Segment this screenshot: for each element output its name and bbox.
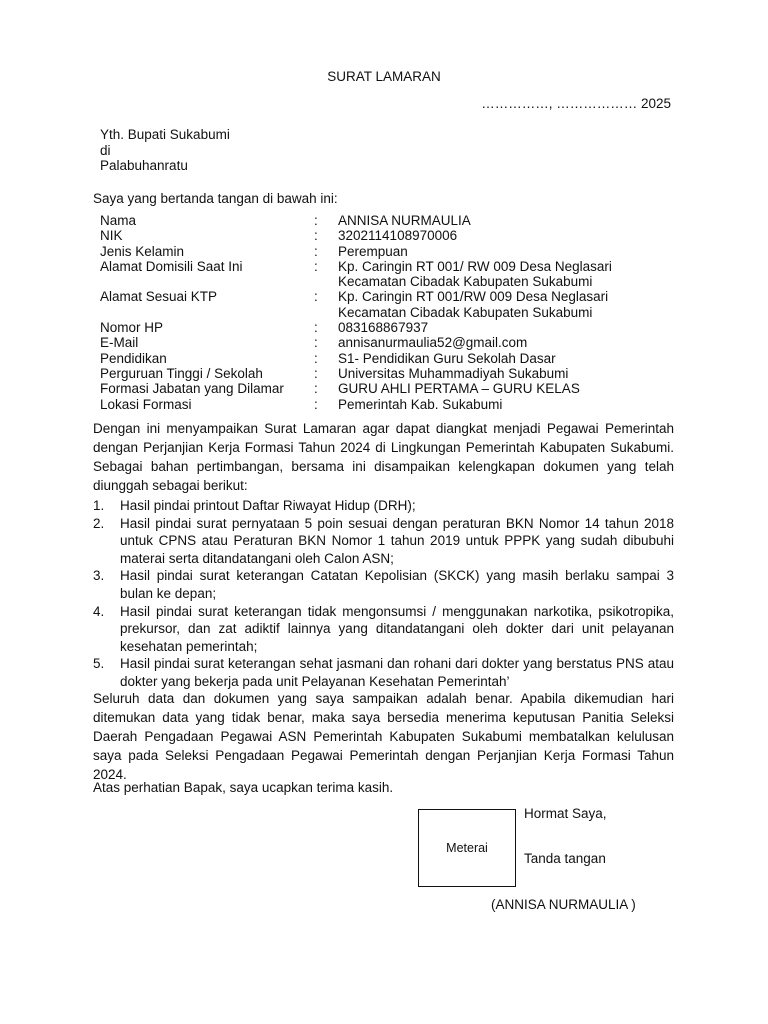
identity-colon: : (314, 335, 318, 351)
identity-value-line: Kecamatan Cibadak Kabupaten Sukabumi (338, 274, 593, 290)
identity-value (338, 213, 700, 228)
identity-colon: : (314, 365, 318, 381)
list-item-text: Hasil pindai printout Daftar Riwayat Hidup (DRH); (120, 498, 416, 513)
identity-value (338, 244, 700, 259)
identity-label: Alamat Domisili Saat Ini (100, 258, 243, 274)
list-item-text: Hasil pindai surat keterangan sehat jasmani dan rohani dari dokter yang berstatus PNS atau dokter yang bekerja pada unit Pelayanan Kesehatan Pemerintah’ (120, 656, 674, 689)
opening-paragraph: Dengan ini menyampaikan Surat Lamaran agar dapat diangkat menjadi Pegawai Pemerintah dengan Perjanjian Kerja Formasi Tahun 2024 di Lingkungan Pemerintah Kabupaten Sukabumi. Sebagai bahan pertimbangan, bersama ini disampaikan kelengkapan dokumen yang telah diunggah sebagai berikut: (93, 421, 674, 493)
identity-colon: : (314, 320, 318, 336)
identity-colon: : (314, 228, 318, 244)
identity-row (100, 351, 700, 366)
signer-name: (ANNISA NURMAULIA ) (491, 897, 636, 912)
identity-value (338, 320, 700, 335)
list-item (93, 515, 674, 568)
list-item-number: 5. (93, 656, 105, 672)
identity-colon: : (314, 258, 318, 274)
identity-value-line: Pemerintah Kab. Sukabumi (338, 396, 503, 412)
identity-row (100, 244, 700, 259)
identity-label: Nomor HP (100, 320, 164, 336)
identity-value (338, 259, 700, 290)
letter-title: SURAT LAMARAN (327, 69, 441, 84)
identity-value-line: Universitas Muhammadiyah Sukabumi (338, 365, 569, 381)
identity-label: Nama (100, 213, 137, 228)
statement-paragraph: Seluruh data dan dokumen yang saya sampaikan adalah benar. Apabila dikemudian hari ditemukan data yang tidak benar, maka saya bersedia menerima keputusan Panitia Seleksi Daerah Pengadaan Pegawai ASN Pemerintah Kabupaten Sukabumi membatalkan kelulusan saya pada Seleksi Pengadaan Pegawai Pemerintah dengan Perjanjian Kerja Formasi Tahun 2024. (93, 691, 674, 782)
addressee-line: Yth. Bupati Sukabumi (100, 127, 230, 142)
list-item-text: Hasil pindai surat keterangan tidak mengonsumsi / menggunakan narkotika, psikotropika, prekursor, dan zat adiktif lainnya yang ditandatangani oleh dokter dari unit pelayanan kesehatan pemerintah; (120, 603, 674, 654)
identity-label: Lokasi Formasi (100, 396, 192, 412)
identity-value-line: Perempuan (338, 243, 408, 259)
identity-colon: : (314, 243, 318, 259)
date-line: ……………, ……………… 2025 (481, 96, 671, 111)
identity-row (100, 320, 700, 335)
closing-text: Atas perhatian Bapak, saya ucapkan terima kasih. (93, 780, 394, 795)
list-item-number: 2. (93, 515, 105, 531)
list-item (93, 567, 674, 602)
identity-value-line: ANNISA NURMAULIA (338, 213, 471, 228)
identity-value-line: Kp. Caringin RT 001/RW 009 Desa Neglasari (338, 289, 609, 305)
list-item (93, 497, 674, 515)
identity-value-line: Kecamatan Cibadak Kabupaten Sukabumi (338, 304, 593, 320)
greeting-text: Hormat Saya, (524, 806, 607, 821)
identity-row (100, 289, 700, 320)
identity-label: Jenis Kelamin (100, 243, 185, 259)
identity-colon: : (314, 396, 318, 412)
identity-table (100, 213, 700, 412)
identity-value-line: Kp. Caringin RT 001/ RW 009 Desa Neglasari (338, 258, 612, 274)
identity-value (338, 228, 700, 243)
identity-value-line: 083168867937 (338, 320, 429, 336)
identity-value (338, 335, 700, 350)
identity-colon: : (314, 213, 318, 228)
addressee-block (100, 127, 230, 174)
identity-value (338, 397, 700, 412)
identity-label: Pendidikan (100, 350, 167, 366)
identity-colon: : (314, 350, 318, 366)
intro-text: Saya yang bertanda tangan di bawah ini: (93, 191, 338, 206)
stamp-box (418, 809, 516, 887)
identity-value-line: GURU AHLI PERTAMA – GURU KELAS (338, 381, 580, 397)
identity-row (100, 228, 700, 243)
list-item-number: 4. (93, 603, 105, 619)
identity-value (338, 351, 700, 366)
identity-label: Alamat Sesuai KTP (100, 289, 218, 305)
identity-label: E-Mail (100, 335, 139, 351)
stamp-label: Meterai (446, 841, 488, 855)
list-item-text: Hasil pindai surat pernyataan 5 poin sesuai dengan peraturan BKN Nomor 14 tahun 2018 untuk CPNS atau Peraturan BKN Nomor 1 tahun 2019 untuk PPPK yang sudah dibubuhi materai serta ditandatangani oleh Calon ASN; (120, 515, 674, 566)
identity-value (338, 366, 700, 381)
list-item-text: Hasil pindai surat keterangan Catatan Kepolisian (SKCK) yang masih berlaku sampai 3 bulan ke depan; (120, 568, 674, 601)
identity-value (338, 381, 700, 396)
list-item-number: 1. (93, 498, 105, 513)
identity-value-line: 3202114108970006 (338, 228, 458, 244)
identity-label: Perguruan Tinggi / Sekolah (100, 365, 263, 381)
identity-value (338, 289, 700, 320)
identity-label: NIK (100, 228, 123, 244)
list-item (93, 603, 674, 656)
signature-label: Tanda tangan (524, 851, 606, 866)
list-item-number: 3. (93, 568, 105, 584)
addressee-line: Palabuhanratu (100, 158, 188, 173)
identity-row (100, 335, 700, 350)
identity-row (100, 259, 700, 290)
identity-colon: : (314, 381, 318, 397)
identity-row (100, 366, 700, 381)
identity-label: Formasi Jabatan yang Dilamar (100, 381, 284, 397)
identity-row (100, 397, 700, 412)
identity-row (100, 213, 700, 228)
addressee-line: di (100, 142, 111, 158)
identity-value-line: S1- Pendidikan Guru Sekolah Dasar (338, 350, 556, 366)
identity-row (100, 381, 700, 396)
requirements-list (93, 497, 674, 691)
list-item (93, 655, 674, 690)
identity-value-line: annisanurmaulia52@gmail.com (338, 335, 528, 351)
identity-colon: : (314, 289, 318, 305)
